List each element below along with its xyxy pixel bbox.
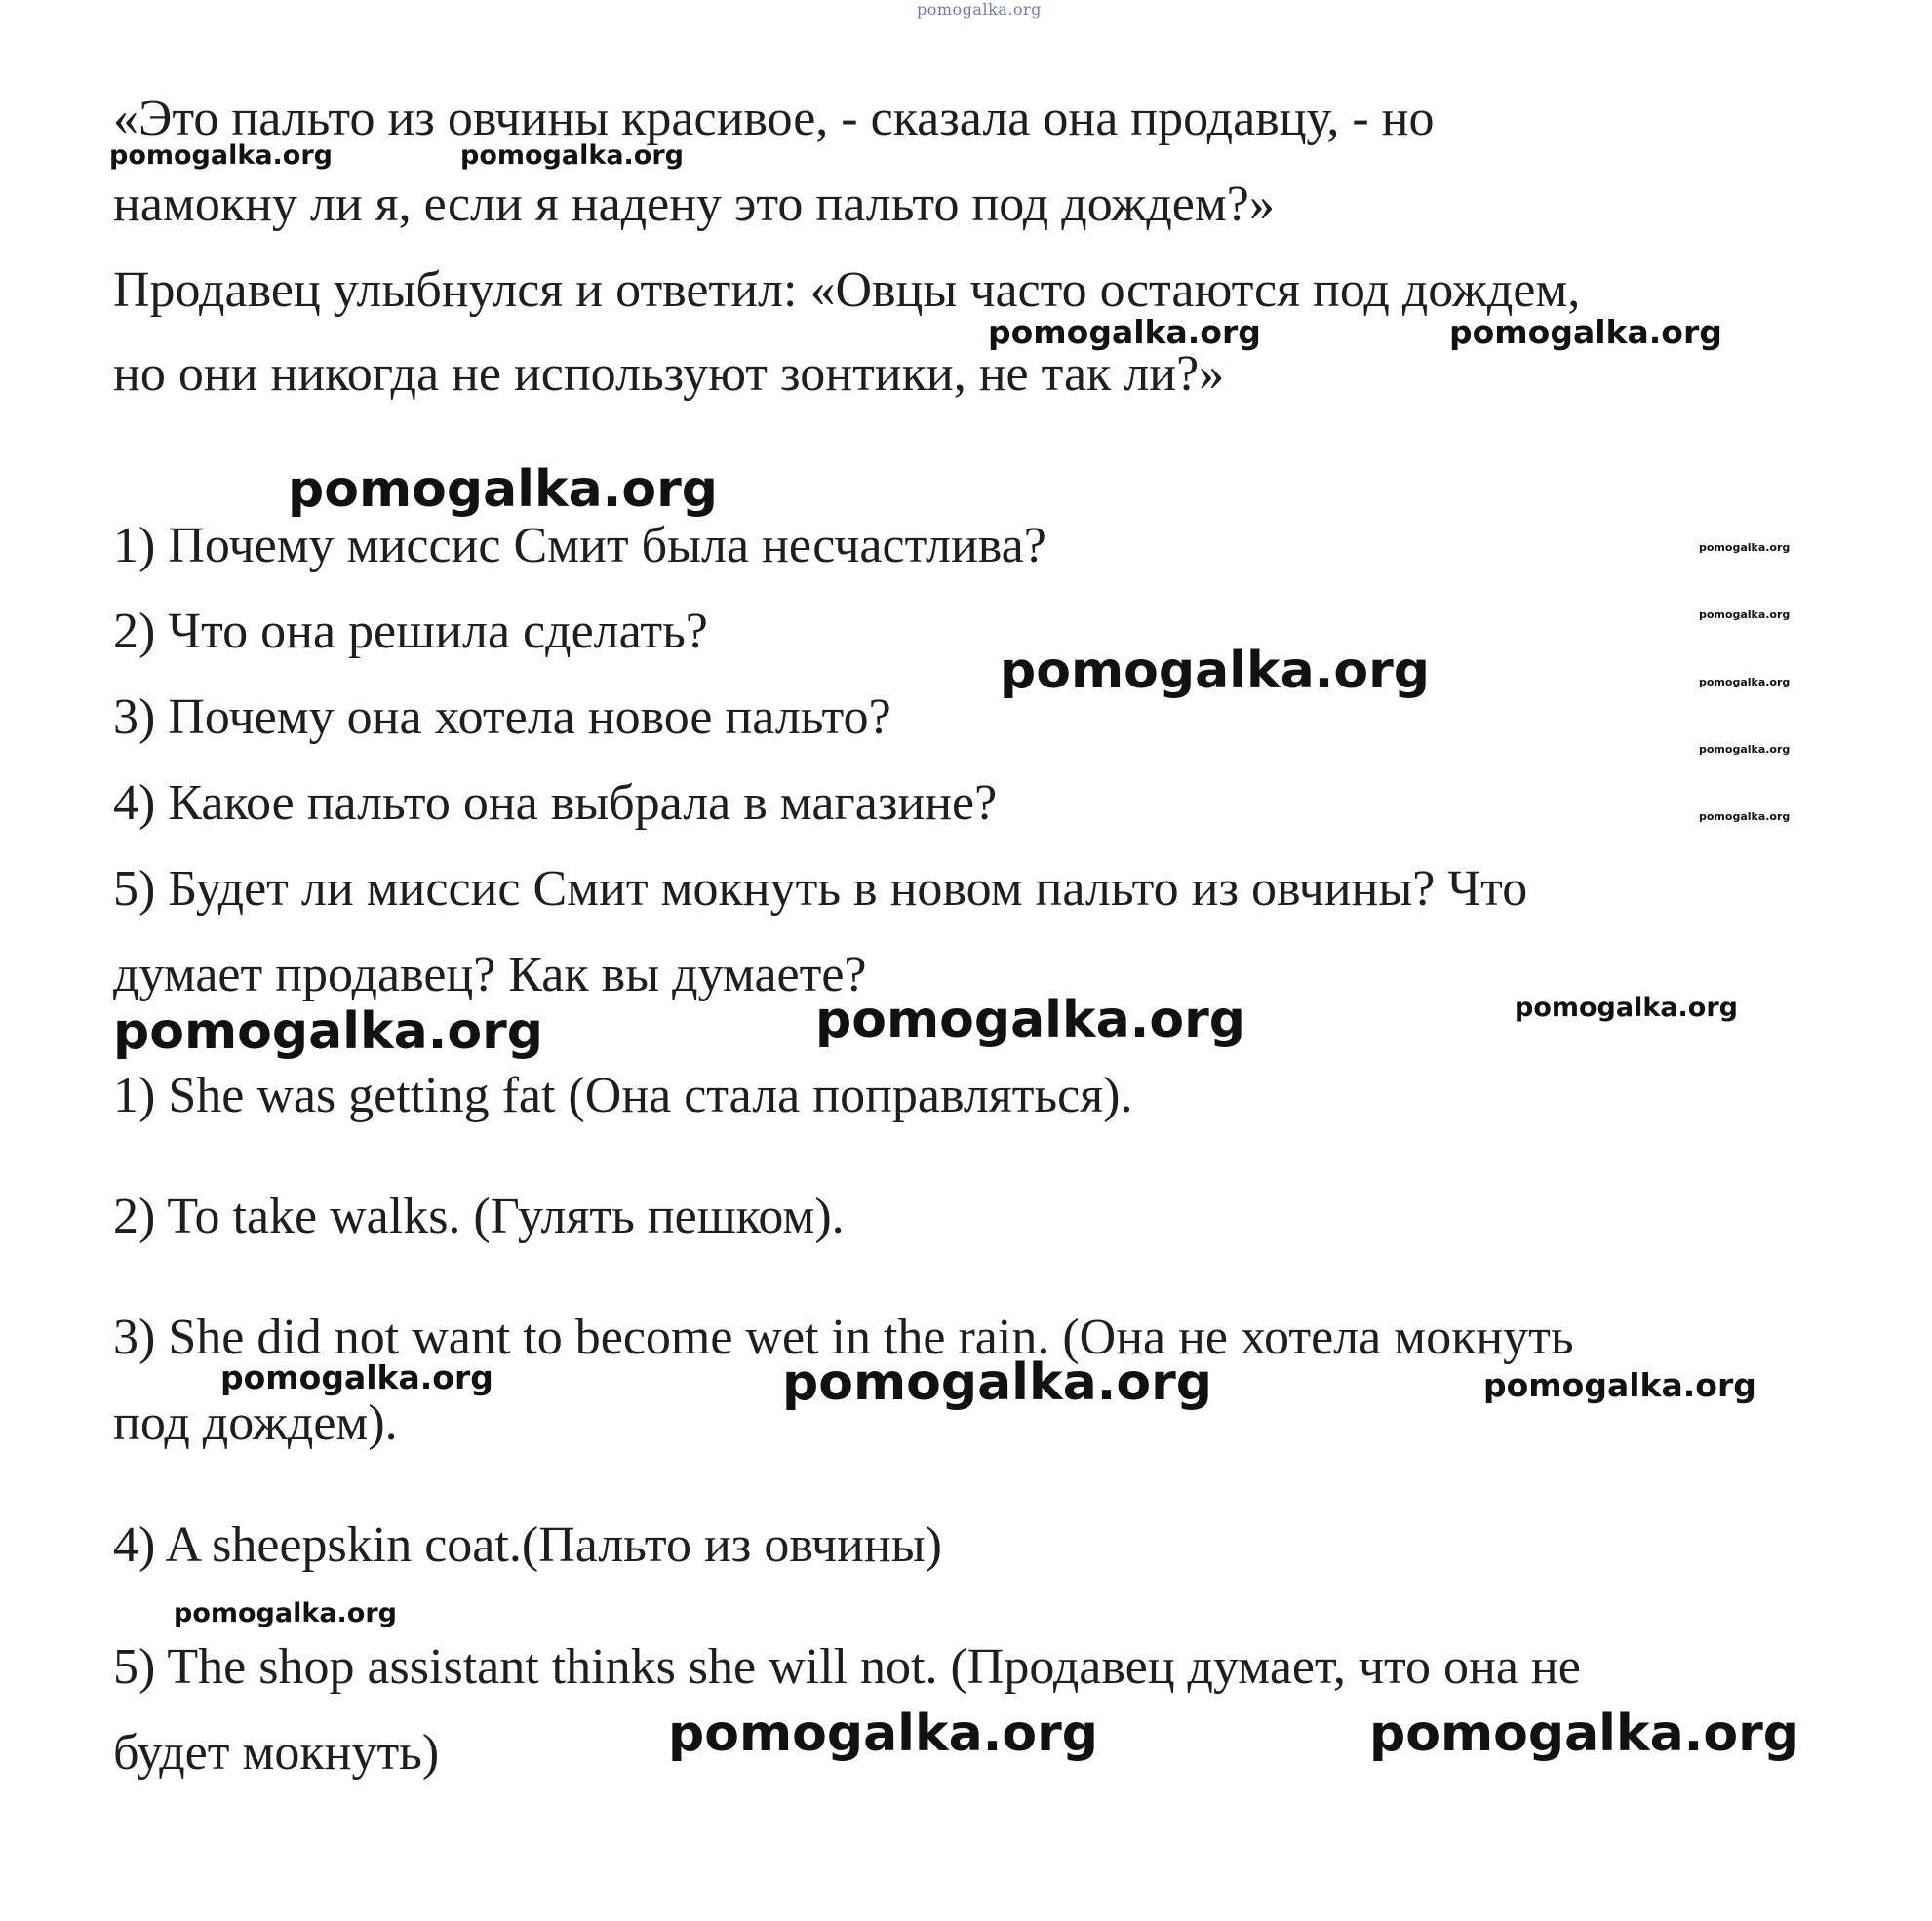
- story-line: намокну ли я, если я надену это пальто под дождем?»: [113, 176, 1275, 232]
- answer-line: 2) To take walks. (Гулять пешком).: [113, 1189, 845, 1244]
- watermark: pomogalka.org: [1000, 642, 1431, 700]
- watermark: pomogalka.org: [1515, 993, 1738, 1023]
- watermark: pomogalka.org: [1699, 608, 1791, 621]
- watermark: pomogalka.org: [782, 1353, 1213, 1412]
- watermark: pomogalka.org: [1699, 541, 1791, 554]
- answer-line: под дождем).: [113, 1395, 398, 1451]
- watermark: pomogalka.org: [288, 460, 719, 519]
- story-line: но они никогда не используют зонтики, не так ли?»: [113, 346, 1225, 402]
- watermark: pomogalka.org: [174, 1598, 397, 1628]
- story-line: Продавец улыбнулся и ответил: «Овцы часто остаются под дождем,: [113, 262, 1581, 318]
- answer-line: 4) A sheepskin coat.(Пальто из овчины): [113, 1517, 942, 1573]
- question-line: 2) Что она решила сделать?: [113, 604, 708, 659]
- watermark: pomogalka.org: [1699, 743, 1791, 756]
- watermark: pomogalka.org: [113, 1002, 544, 1061]
- watermark: pomogalka.org: [1449, 313, 1722, 351]
- watermark: pomogalka.org: [1369, 1705, 1800, 1763]
- watermark: pomogalka.org: [109, 140, 333, 171]
- story-line: «Это пальто из овчины красивое, - сказала она продавцу, - но: [113, 91, 1435, 146]
- watermark: pomogalka.org: [988, 313, 1261, 351]
- watermark: pomogalka.org: [1483, 1366, 1756, 1404]
- watermark: pomogalka.org: [815, 991, 1246, 1049]
- watermark: pomogalka.org: [460, 140, 684, 171]
- answer-line: 3) She did not want to become wet in the rain. (Она не хотела мокнуть: [113, 1310, 1574, 1365]
- question-line: 4) Какое пальто она выбрала в магазине?: [113, 775, 998, 831]
- answer-line: будет мокнуть): [113, 1725, 440, 1781]
- answer-line: 5) The shop assistant thinks she will not. (Продавец думает, что она не: [113, 1639, 1581, 1695]
- watermark: pomogalka.org: [668, 1705, 1099, 1763]
- watermark: pomogalka.org: [1699, 810, 1791, 823]
- question-line: думает продавец? Как вы думаете?: [113, 947, 867, 1002]
- watermark: pomogalka.org: [1699, 676, 1791, 688]
- question-line: 1) Почему миссис Смит была несчастлива?: [113, 518, 1046, 573]
- watermark-top: pomogalka.org: [917, 0, 1042, 19]
- watermark: pomogalka.org: [220, 1358, 493, 1396]
- answer-line: 1) She was getting fat (Она стала поправляться).: [113, 1068, 1133, 1123]
- question-line: 5) Будет ли миссис Смит мокнуть в новом пальто из овчины? Что: [113, 861, 1528, 917]
- question-line: 3) Почему она хотела новое пальто?: [113, 689, 891, 745]
